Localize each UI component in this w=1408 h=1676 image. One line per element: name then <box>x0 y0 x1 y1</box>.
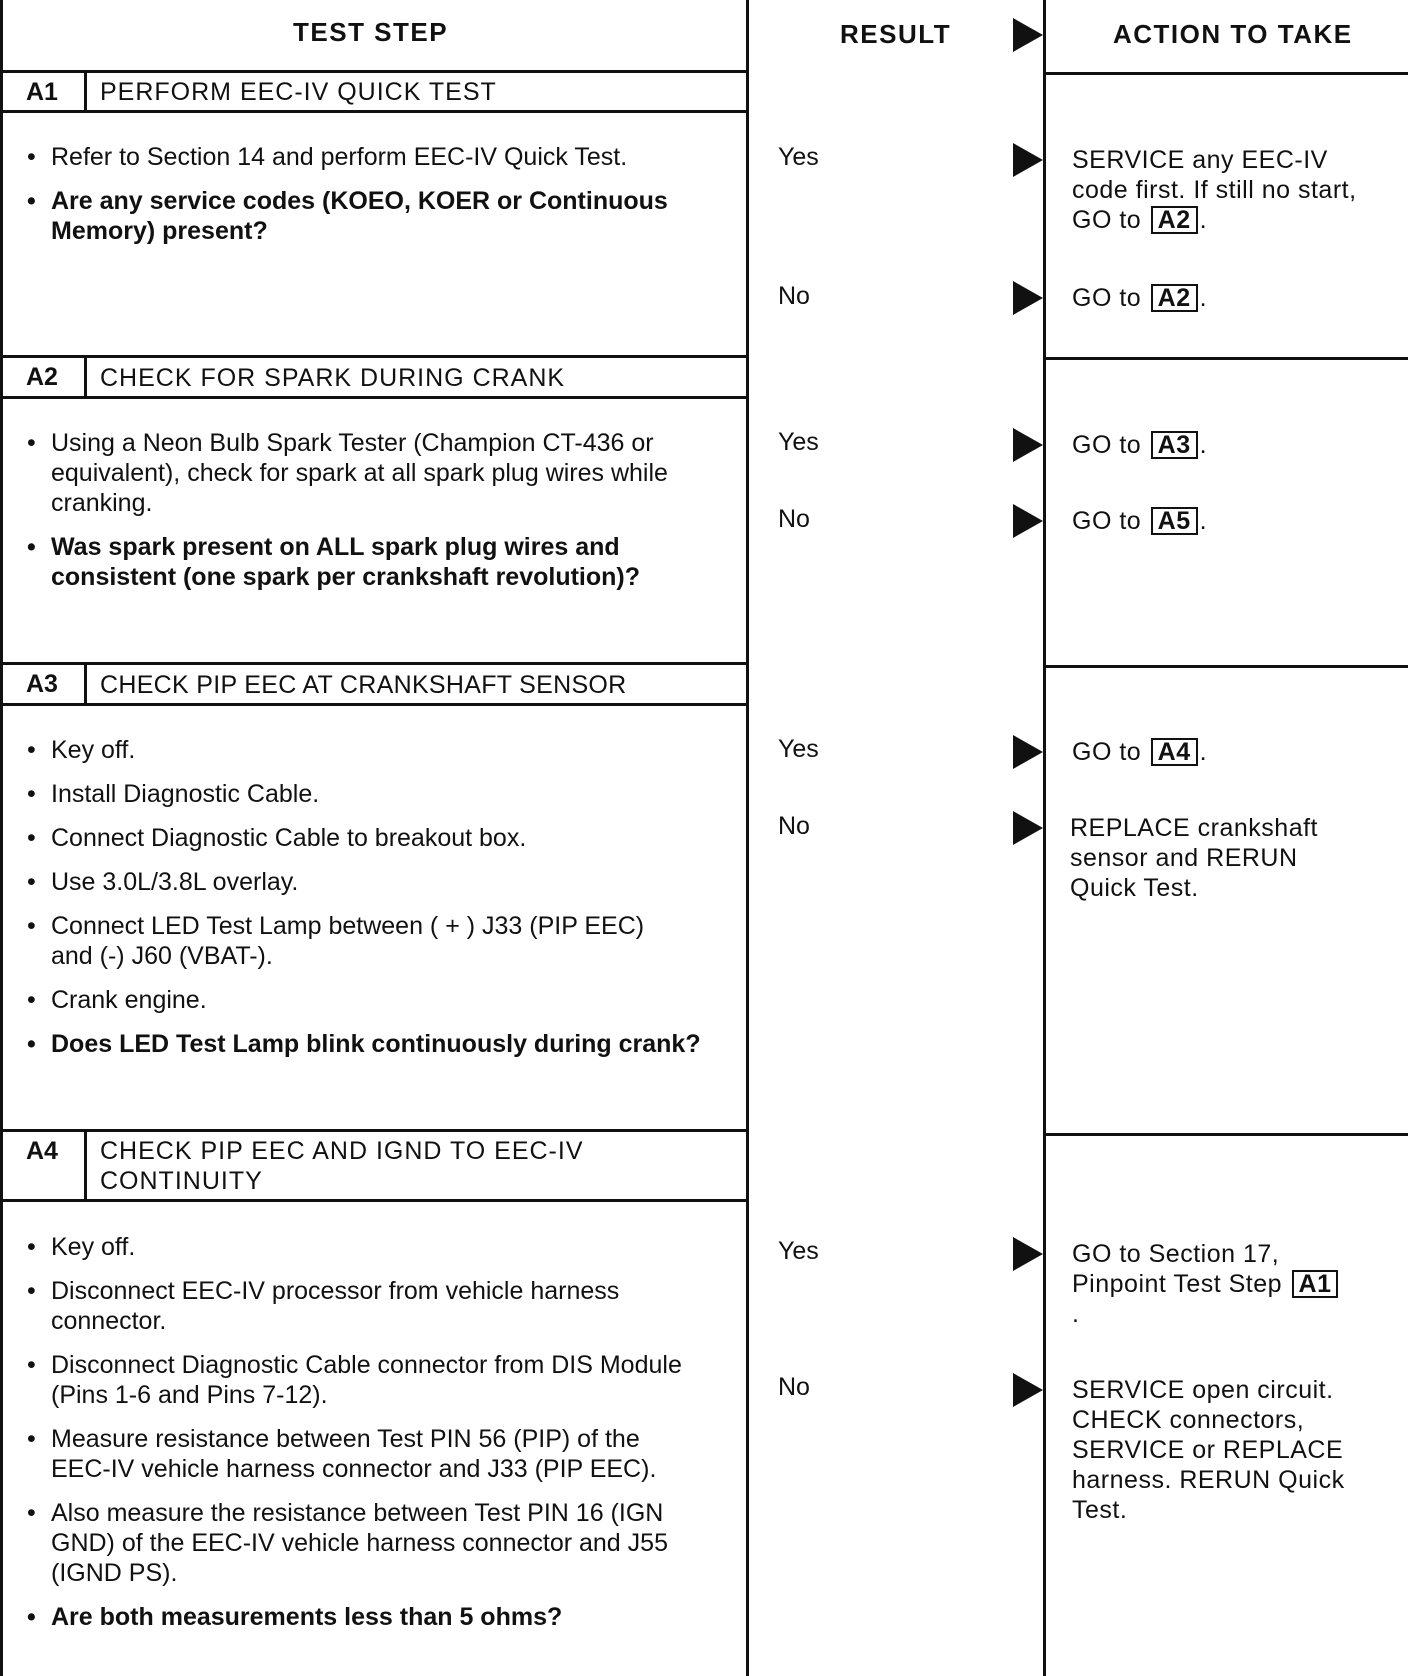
ref-box-a2[interactable]: A2 <box>1151 284 1198 312</box>
a4-bullet: • Disconnect EEC-IV processor from vehicle harness connector. <box>25 1276 725 1336</box>
a4-bullet: • Disconnect Diagnostic Cable connector from DIS Module (Pins 1-6 and Pins 7-12). <box>25 1350 691 1410</box>
a4-yes-arrow-icon <box>1013 1237 1043 1271</box>
a2-yes-arrow-icon <box>1013 428 1043 462</box>
a1-bottom-rule <box>0 355 748 358</box>
a2-action-no <box>1072 506 1382 536</box>
a3-title-rule <box>0 703 748 706</box>
a3-bullet: • Crank engine. <box>25 985 725 1015</box>
a3-step-title: CHECK PIP EEC AT CRANKSHAFT SENSOR <box>100 671 627 699</box>
a1-action-no-suffix: . <box>1199 284 1208 312</box>
a2-no-arrow-icon <box>1013 504 1043 538</box>
action-column-divider <box>1043 0 1046 1676</box>
header-test-step: TEST STEP <box>293 17 449 47</box>
a3-action-yes <box>1072 737 1382 767</box>
a1-action-no <box>1072 283 1382 313</box>
a2-bottom-rule-right <box>1043 665 1408 668</box>
a3-bullet-list <box>25 735 725 1059</box>
a2-action-yes <box>1072 430 1382 460</box>
a2-action-no-suffix: . <box>1199 507 1208 535</box>
a4-title-rule <box>0 1199 748 1202</box>
ref-box-a2[interactable]: A2 <box>1151 206 1198 234</box>
a3-bullet: • Connect LED Test Lamp between ( + ) J33 (PIP EEC) and (-) J60 (VBAT-). <box>25 911 651 971</box>
a1-result-yes: Yes <box>778 143 819 171</box>
header-result: RESULT <box>840 19 952 49</box>
a2-bullet: • Using a Neon Bulb Spark Tester (Champion CT-436 or equivalent), check for spark at all spark plug wires while cranking. <box>25 428 725 518</box>
a1-title-rule <box>0 110 748 113</box>
a3-step-id: A3 <box>26 670 58 698</box>
a4-action-no: SERVICE open circuit. CHECK connectors, SERVICE or REPLACE harness. RERUN Quick Test. <box>1072 1376 1345 1524</box>
a4-step-title: CHECK PIP EEC AND IGND TO EEC-IV CONTINUITY <box>100 1137 584 1195</box>
a3-result-yes: Yes <box>778 735 819 763</box>
a2-step-title: CHECK FOR SPARK DURING CRANK <box>100 364 566 392</box>
a1-action-yes-text: SERVICE any EEC-IV code first. If still no start, GO to <box>1072 146 1357 234</box>
a2-step-id: A2 <box>26 363 58 391</box>
a3-id-divider <box>84 662 87 704</box>
a4-no-arrow-icon <box>1013 1373 1043 1407</box>
a2-title-rule <box>0 396 748 399</box>
a1-step-id: A1 <box>26 78 58 106</box>
a3-action-yes-suffix: . <box>1199 738 1208 766</box>
a1-step-title: PERFORM EEC-IV QUICK TEST <box>100 78 497 106</box>
a4-result-no: No <box>778 1373 810 1401</box>
a3-bullet: • Use 3.0L/3.8L overlay. <box>25 867 725 897</box>
a3-bottom-rule-right <box>1043 1133 1408 1136</box>
a4-id-divider <box>84 1129 87 1201</box>
a2-result-yes: Yes <box>778 428 819 456</box>
a1-id-divider <box>84 70 87 112</box>
a1-result-no: No <box>778 282 810 310</box>
a4-bullet-list <box>25 1232 725 1632</box>
header-rule-left <box>0 70 748 73</box>
a3-question: • Does LED Test Lamp blink continuously during crank? <box>25 1029 725 1059</box>
left-border <box>0 0 3 1676</box>
a3-result-no: No <box>778 812 810 840</box>
a2-action-yes-suffix: . <box>1199 431 1208 459</box>
a3-bullet: • Key off. <box>25 735 725 765</box>
header-arrow-icon <box>1013 18 1043 52</box>
a1-bullet-list <box>25 142 675 246</box>
a3-no-arrow-icon <box>1013 811 1043 845</box>
a4-bullet: • Key off. <box>25 1232 725 1262</box>
a1-action-yes-suffix: . <box>1199 206 1208 234</box>
a1-bottom-rule-right <box>1043 357 1408 360</box>
a2-id-divider <box>84 355 87 397</box>
a3-bullet: • Install Diagnostic Cable. <box>25 779 725 809</box>
header-action: ACTION TO TAKE <box>1113 19 1353 49</box>
a1-action-yes <box>1072 145 1382 235</box>
a1-yes-arrow-icon <box>1013 143 1043 177</box>
a4-action-yes <box>1072 1239 1342 1329</box>
a3-yes-arrow-icon <box>1013 735 1043 769</box>
a2-bottom-rule <box>0 662 748 665</box>
a2-result-no: No <box>778 505 810 533</box>
a1-question: • Are any service codes (KOEO, KOER or Continuous Memory) present? <box>25 186 675 246</box>
ref-box-a1[interactable]: A1 <box>1292 1270 1339 1298</box>
a4-bullet: • Measure resistance between Test PIN 56 (PIP) of the EEC-IV vehicle harness connector and J33 (PIP EEC). <box>25 1424 671 1484</box>
a1-no-arrow-icon <box>1013 281 1043 315</box>
a1-action-no-text: GO to <box>1072 284 1142 312</box>
header-rule-right <box>1043 72 1408 75</box>
a2-bullet-list <box>25 428 725 592</box>
a2-question: • Was spark present on ALL spark plug wires and consistent (one spark per crankshaft revolution)? <box>25 532 671 592</box>
a4-bullet: • Also measure the resistance between Test PIN 16 (IGN GND) of the EEC-IV vehicle harness connector and J55 (IGND PS). <box>25 1498 671 1588</box>
a3-bullet: • Connect Diagnostic Cable to breakout box. <box>25 823 725 853</box>
a1-bullet: • Refer to Section 14 and perform EEC-IV Quick Test. <box>25 142 675 172</box>
ref-box-a3[interactable]: A3 <box>1151 431 1198 459</box>
a3-action-no: REPLACE crankshaft sensor and RERUN Quick Test. <box>1070 814 1318 902</box>
ref-box-a4[interactable]: A4 <box>1151 738 1198 766</box>
a3-action-yes-text: GO to <box>1072 738 1142 766</box>
a2-action-yes-text: GO to <box>1072 431 1142 459</box>
ref-box-a5[interactable]: A5 <box>1151 507 1198 535</box>
a4-action-yes-suffix: . <box>1072 1300 1080 1328</box>
a4-step-id: A4 <box>26 1137 58 1165</box>
a4-result-yes: Yes <box>778 1237 819 1265</box>
a4-action-yes-text: GO to Section 17, Pinpoint Test Step <box>1072 1240 1283 1298</box>
result-column-divider <box>746 0 749 1676</box>
a3-bottom-rule <box>0 1129 748 1132</box>
a4-question: • Are both measurements less than 5 ohms? <box>25 1602 725 1632</box>
a2-action-no-text: GO to <box>1072 507 1142 535</box>
